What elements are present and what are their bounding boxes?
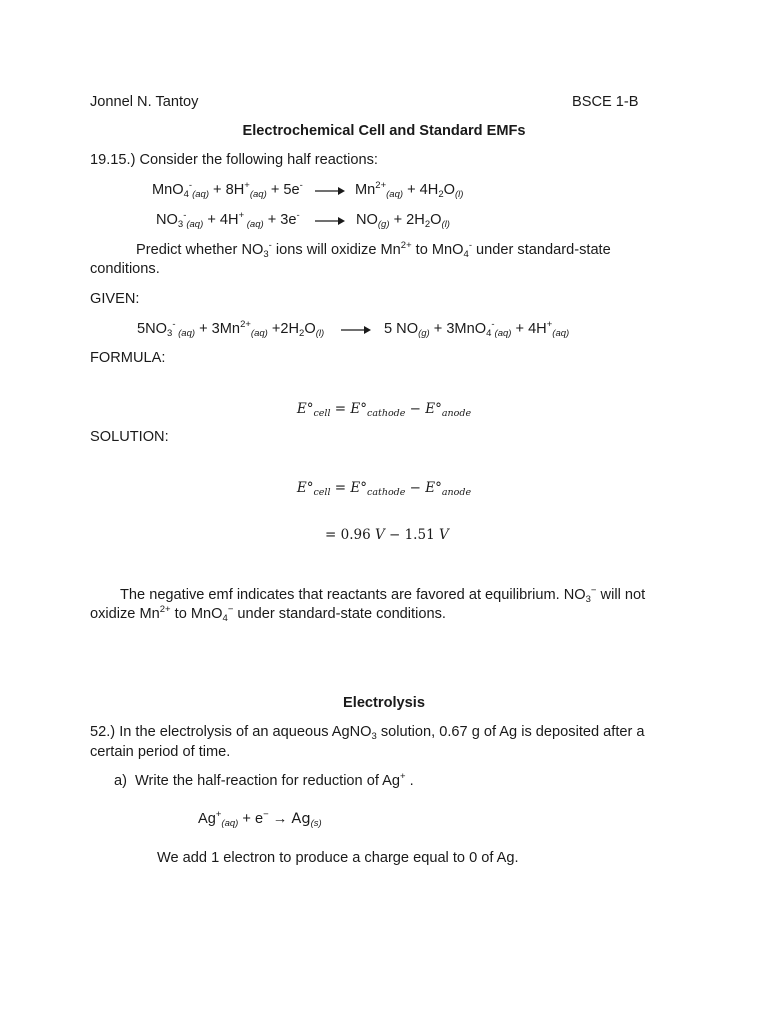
given-label: GIVEN:	[90, 291, 140, 307]
subquestion-a-marker: a)	[114, 773, 127, 789]
solution-calculation: = 0.96 V − 1.51 V	[325, 527, 449, 543]
silver-reduction-reaction: $Ag^+_{(aq)} + e^- \to Ag_{(s)}$	[198, 809, 322, 829]
reaction-arrow-icon	[314, 214, 346, 228]
question-52-line-1: 52.) In the electrolysis of an aqueous AgNO$_3$ solution, 0.67 g of Ag is deposited after a	[90, 724, 645, 742]
half-reaction-1-products: $Mn^{2+}_{(aq)} + 4H_2O_{(l)}$	[355, 180, 464, 200]
half-reaction-1-reactants: $MnO_4^-_{(aq)} + 8H^+_{(aq)} + 5e^-$	[152, 180, 303, 200]
predict-line-2: conditions.	[90, 261, 160, 277]
reaction-arrow-icon	[314, 184, 346, 198]
half-reaction-2-reactants: $NO_3^-_{(aq)} + 4H^+$ $_{(aq)}$ + 3e-	[156, 210, 300, 230]
solution-label: SOLUTION:	[90, 429, 169, 445]
question-intro: 19.15.) Consider the following half reactions:	[90, 152, 378, 168]
electron-note: We add 1 electron to produce a charge equal to 0 of Ag.	[157, 850, 519, 866]
conclusion-line-2: oxidize $Mn^{2+}$ to MnO$_4$− under standard-state conditions.	[90, 604, 446, 624]
conclusion-line-1: The negative emf indicates that reactants are favored at equilibrium. $NO_3^-$ will not	[120, 585, 646, 605]
section-title-electrolysis: Electrolysis	[343, 695, 425, 711]
predict-line-1: Predict whether $NO_3^-$ ions will oxidize $Mn^{2+}$ to MnO$_4$- under standard-state	[136, 240, 611, 260]
section-title-emf: Electrochemical Cell and Standard EMFs	[242, 123, 526, 139]
solution-formula: $E^\circ_{cell} = E^\circ_{cathode} - E^\circ_{anode}$	[296, 480, 472, 498]
formula-label: FORMULA:	[90, 350, 166, 366]
question-52-line-2: certain period of time.	[90, 744, 231, 760]
overall-reaction-reactants: $5NO_3^-$ $_{(aq)} + 3Mn^{2+}_{(aq)} +2H_2O_{(l)}$	[137, 319, 325, 339]
cell-emf-formula: $E^\circ_{cell} = E^\circ_{cathode} - E^\circ_{anode}$	[296, 401, 472, 419]
half-reaction-2-products: $NO_{(g)} + 2H_2O_{(l)}$	[356, 212, 450, 230]
author-name: Jonnel N. Tantoy	[90, 94, 199, 110]
subquestion-a-text: Write the half-reaction for reduction of Ag+ .	[135, 771, 414, 789]
overall-reaction-products: 5 $NO_{(g)} + 3MnO_4^-_{(aq)} + 4H^+_{(aq)}$	[384, 319, 570, 339]
class-section: BSCE 1-B	[572, 94, 639, 110]
reaction-arrow-icon	[340, 323, 372, 337]
